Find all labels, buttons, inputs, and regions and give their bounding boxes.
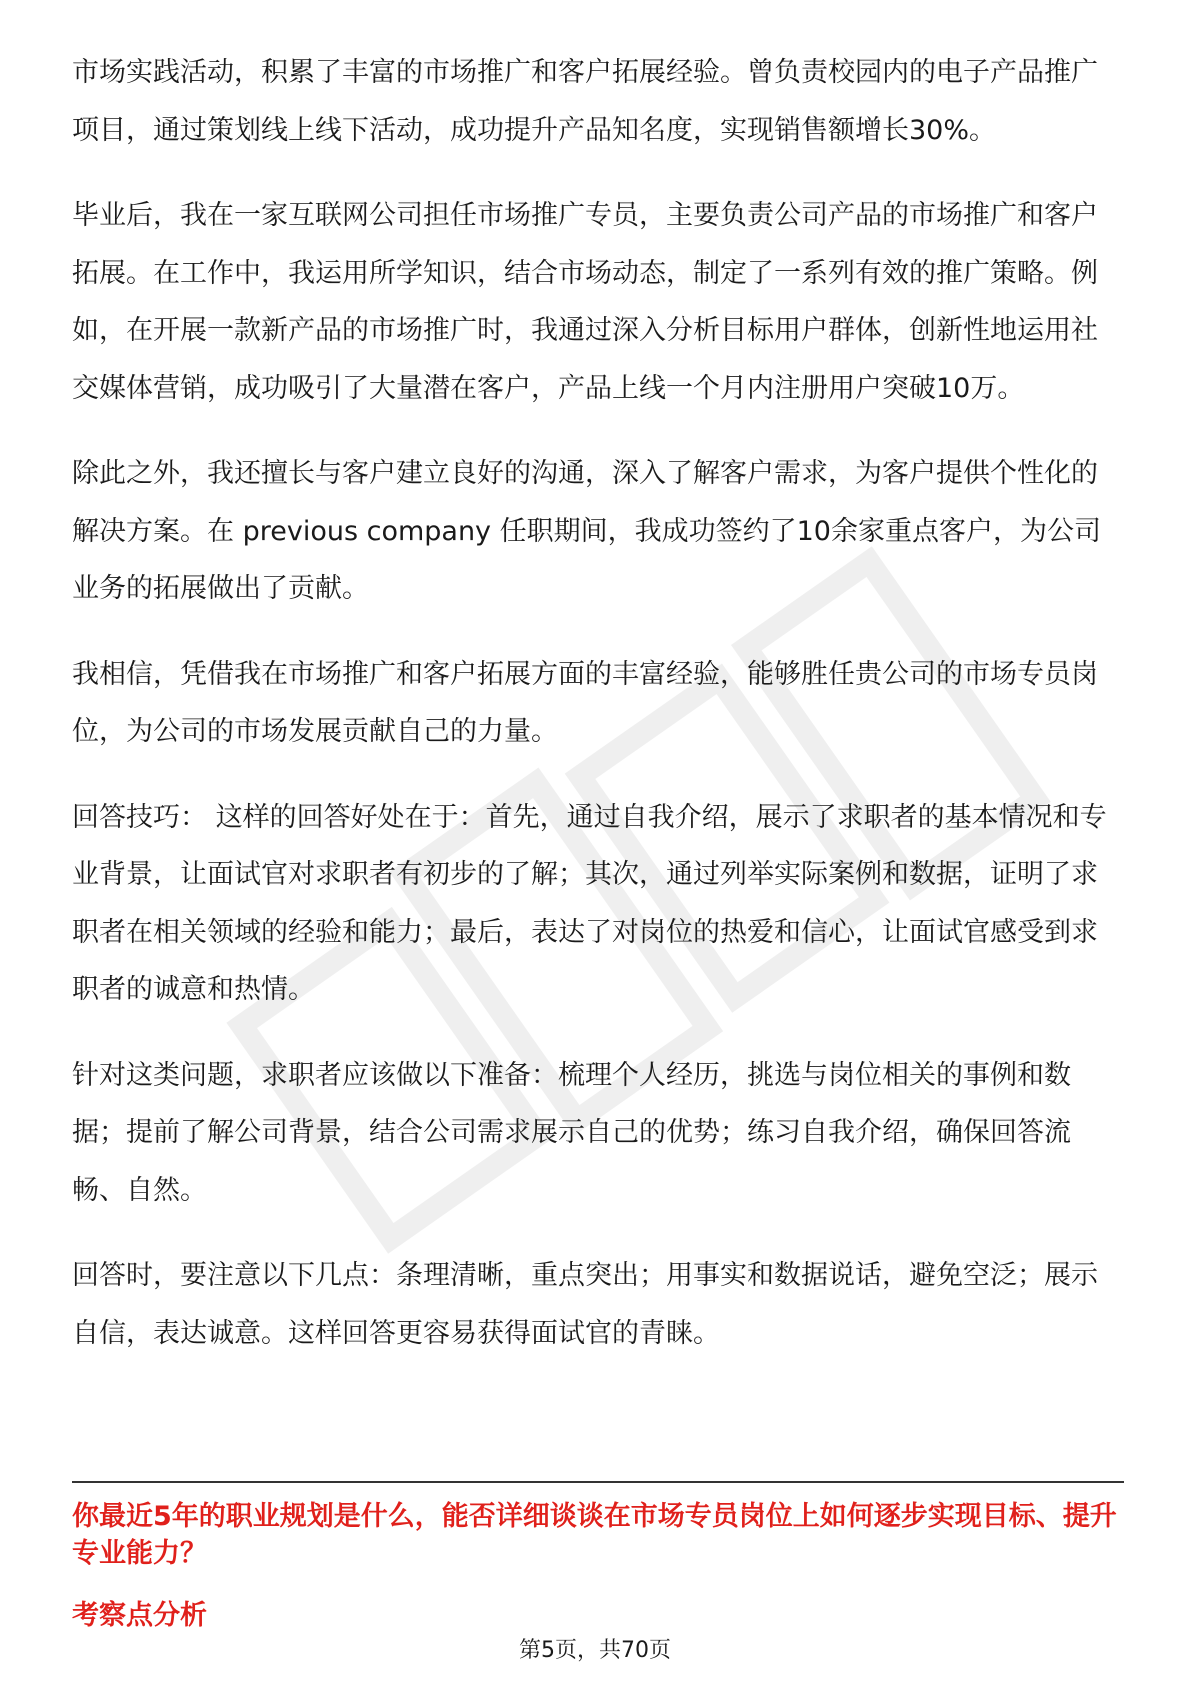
interview-question: 你最近5年的职业规划是什么，能否详细谈谈在市场专员岗位上如何逐步实现目标、提升专业能力？ bbox=[72, 1501, 1117, 1569]
paragraph-preparation: 针对这类问题，求职者应该做以下准备：梳理个人经历，挑选与岗位相关的事例和数据；提前了解公司背景，结合公司需求展示自己的优势；练习自我介绍，确保回答流畅、自然。 bbox=[72, 1059, 1071, 1206]
paragraph-answer-tips: 回答技巧： 这样的回答好处在于：首先，通过自我介绍，展示了求职者的基本情况和专业背景，让面试官对求职者有初步的了解；其次，通过列举实际案例和数据，证明了求职者在相关领域的经验和能力；最后，表达了对岗位的热爱和信心，让面试官感受到求职者的诚意和热情。 bbox=[72, 801, 1107, 1005]
paragraph-communication: 除此之外，我还擅长与客户建立良好的沟通，深入了解客户需求，为客户提供个性化的解决方案。在 previous company 任职期间，我成功签约了10余家重点客户，为公司业务的拓展做出了贡献。 bbox=[72, 458, 1101, 604]
paragraph-answer-notes: 回答时，要注意以下几点：条理清晰，重点突出；用事实和数据说话，避免空泛；展示自信，表达诚意。这样回答更容易获得面试官的青睐。 bbox=[72, 1260, 1098, 1349]
paragraph-experience-school: 市场实践活动，积累了丰富的市场推广和客户拓展经验。曾负责校园内的电子产品推广项目，通过策划线上线下活动，成功提升产品知名度，实现销售额增长30%。 bbox=[72, 57, 1098, 146]
paragraph-conclusion: 我相信，凭借我在市场推广和客户拓展方面的丰富经验，能够胜任贵公司的市场专员岗位，为公司的市场发展贡献自己的力量。 bbox=[72, 658, 1098, 747]
document-body bbox=[72, 44, 1122, 1390]
paragraph-experience-work: 毕业后，我在一家互联网公司担任市场推广专员，主要负责公司产品的市场推广和客户拓展。在工作中，我运用所学知识，结合市场动态，制定了一系列有效的推广策略。例如，在开展一款新产品的市场推广时，我通过深入分析目标用户群体，创新性地运用社交媒体营销，成功吸引了大量潜在客户，产品上线一个月内注册用户突破10万。 bbox=[72, 200, 1098, 404]
analysis-heading: 考察点分析 bbox=[72, 1600, 207, 1631]
section-divider bbox=[72, 1481, 1124, 1483]
page-number-footer: 第5页，共70页 bbox=[519, 1638, 671, 1663]
